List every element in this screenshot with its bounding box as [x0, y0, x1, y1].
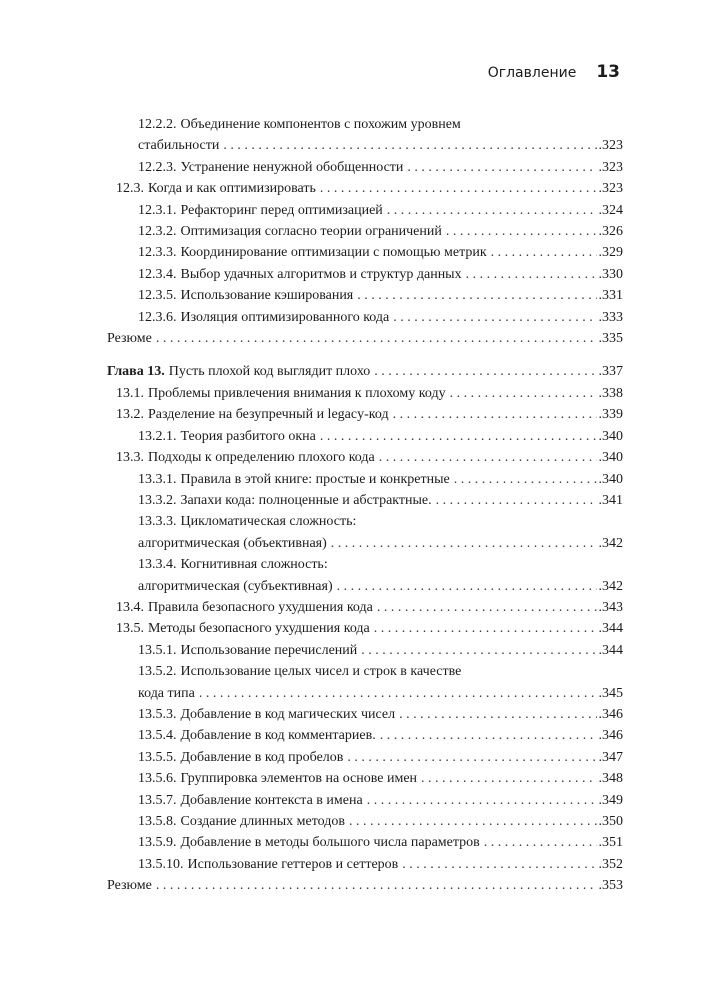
- toc-entry[interactable]: [107, 811, 623, 832]
- toc-entry-number: 12.3.: [116, 181, 144, 197]
- toc-entry[interactable]: [107, 854, 623, 875]
- toc-entry-page: .350: [598, 814, 623, 829]
- dot-leader: [347, 747, 596, 768]
- toc-entry-number: 13.3.: [116, 450, 144, 466]
- toc-entry-page: .340: [598, 471, 623, 487]
- toc-entry-title: Резюме: [107, 878, 152, 894]
- toc-entry-number: 13.3.3.: [138, 514, 177, 530]
- toc-entry-page: .326: [598, 224, 623, 240]
- dot-leader: [407, 157, 596, 178]
- toc-entry-title: Правила безопасного ухудшения кода: [148, 599, 373, 615]
- toc-entry-number: 12.2.2.: [138, 117, 177, 132]
- toc-entry-number: 13.5.10.: [138, 856, 184, 872]
- toc-entry-page: .347: [598, 749, 623, 765]
- dot-leader: [454, 469, 597, 490]
- toc-entry-page: .340: [598, 428, 623, 444]
- toc-entry-title: алгоритмическая (субъективная): [138, 578, 333, 594]
- toc-entry[interactable]: [107, 285, 623, 306]
- toc-entry-title: Добавление контекста в имена: [180, 792, 363, 808]
- toc-entry[interactable]: [107, 875, 623, 896]
- toc-entry-number: 12.3.6.: [138, 309, 177, 325]
- toc-entry[interactable]: [107, 447, 623, 468]
- toc-entry[interactable]: [107, 383, 623, 404]
- toc-entry-page: .341: [598, 492, 623, 508]
- toc-entry-page: .342: [598, 578, 623, 594]
- toc-entry-title: Подходы к определению плохого кода: [148, 450, 375, 466]
- dot-leader: [484, 832, 597, 853]
- toc-entry[interactable]: [107, 554, 623, 597]
- toc-entry-page: .351: [598, 835, 623, 851]
- toc-entry-title-line1: Когнитивная сложность:: [180, 557, 328, 573]
- toc-entry-number: 13.3.2.: [138, 492, 177, 508]
- toc-entry-number: 13.5.: [116, 621, 144, 637]
- toc-entry[interactable]: [107, 832, 623, 853]
- toc-entry-page: .352: [598, 856, 623, 872]
- toc-entry-page: .337: [598, 364, 623, 380]
- toc-entry[interactable]: [107, 221, 623, 242]
- dot-leader: [357, 285, 596, 306]
- dot-leader: [337, 576, 597, 597]
- toc-entry-page: .330: [598, 266, 623, 282]
- toc-entry-page: .324: [598, 202, 623, 218]
- toc-entry[interactable]: [107, 328, 623, 349]
- toc-entry-number: 13.5.2.: [138, 664, 177, 680]
- dot-leader: [156, 875, 597, 896]
- toc-entry[interactable]: [107, 157, 623, 178]
- toc-entry[interactable]: [107, 747, 623, 768]
- toc-entry[interactable]: [107, 490, 623, 511]
- dot-leader: [450, 383, 597, 404]
- toc-entry[interactable]: [107, 426, 623, 447]
- toc-entry-title: Добавление в код пробелов: [180, 749, 344, 765]
- toc-entry-number: 13.5.6.: [138, 771, 177, 787]
- dot-leader: [199, 683, 597, 704]
- toc-entry-title: Рефакторинг перед оптимизацией: [180, 202, 383, 218]
- toc-entry-page: .340: [598, 450, 623, 466]
- dot-leader: [367, 790, 597, 811]
- dot-leader: [466, 264, 597, 285]
- toc-entry-page: .329: [598, 245, 623, 261]
- dot-leader: [331, 533, 597, 554]
- dot-leader: [380, 725, 597, 746]
- toc-entry-title: Координирование оптимизации с помощью метрик: [180, 245, 487, 261]
- toc-entry-page: .345: [598, 685, 623, 701]
- toc-entry-number: 13.5.3.: [138, 706, 177, 722]
- toc-entry[interactable]: [107, 469, 623, 490]
- toc-entry[interactable]: [107, 704, 623, 725]
- toc-entry-title: Разделение на безупречный и legacy-код: [148, 407, 389, 423]
- toc-entry-page: .333: [598, 309, 623, 325]
- toc-entry-title: Когда и как оптимизировать: [148, 181, 316, 197]
- toc-entry-title: Запахи кода: полноценные и абстрактные.: [180, 492, 432, 508]
- dot-leader: [399, 704, 596, 725]
- toc-entry-page: .339: [598, 407, 623, 423]
- toc-entry[interactable]: [107, 661, 623, 704]
- toc-entry-page: .338: [598, 385, 623, 401]
- toc-entry-number: 12.3.2.: [138, 224, 177, 240]
- dot-leader: [223, 135, 596, 156]
- toc-entry-number: 13.5.9.: [138, 835, 177, 851]
- toc-entry-title: алгоритмическая (объективная): [138, 535, 327, 551]
- toc-entry-title: Создание длинных методов: [180, 814, 345, 829]
- toc-entry-title-line1: Использование целых чисел и строк в качестве: [180, 664, 462, 680]
- toc-entry-number: 12.2.3.: [138, 159, 177, 175]
- toc-entry[interactable]: [107, 307, 623, 328]
- toc-entry-number: 13.2.1.: [138, 428, 177, 444]
- toc-chapter-label: Глава 13.: [107, 364, 165, 380]
- toc-entry-number: 13.3.4.: [138, 557, 177, 573]
- toc-entry-number: 13.3.1.: [138, 471, 177, 487]
- toc-entry-title: Использование геттеров и сеттеров: [187, 856, 399, 872]
- dot-leader: [349, 811, 597, 832]
- toc-entry-title: Устранение ненужной обобщенности: [180, 159, 404, 175]
- toc-entry-page: .343: [598, 599, 623, 615]
- dot-leader: [379, 447, 597, 468]
- dot-leader: [446, 221, 597, 242]
- dot-leader: [320, 426, 597, 447]
- toc-entry-number: 13.5.7.: [138, 792, 177, 808]
- toc-entry-title: Использование кэширования: [180, 288, 354, 304]
- toc-entry[interactable]: [107, 640, 623, 661]
- toc-entry[interactable]: [107, 768, 623, 789]
- toc-entry-number: 13.1.: [116, 385, 144, 401]
- dot-leader: [374, 361, 596, 382]
- toc-entry-number: 12.3.1.: [138, 202, 177, 218]
- running-header-title: Оглавление: [487, 65, 577, 81]
- toc-entry-title: кода типа: [138, 685, 195, 701]
- dot-leader: [361, 640, 596, 661]
- dot-leader: [491, 242, 597, 263]
- page-number: 13: [596, 62, 620, 82]
- toc-entry-title: Проблемы привлечения внимания к плохому коду: [148, 385, 446, 401]
- toc-entry-number: 12.3.4.: [138, 266, 177, 282]
- running-header: [488, 62, 620, 82]
- dot-leader: [374, 618, 597, 639]
- dot-leader: [402, 854, 596, 875]
- toc-entry-page: .344: [598, 621, 623, 637]
- toc-entry[interactable]: [107, 404, 623, 425]
- toc-entry-title: Добавление в код комментариев.: [180, 728, 376, 744]
- toc-entry-number: 13.2.: [116, 407, 144, 423]
- toc-entry-title: стабильности: [138, 138, 220, 154]
- toc-entry-title-line1: Цикломатическая сложность:: [180, 514, 357, 530]
- dot-leader: [393, 307, 596, 328]
- dot-leader: [436, 490, 597, 511]
- toc-entry-title: Правила в этой книге: простые и конкретные: [180, 471, 450, 487]
- toc-entry-number: 12.3.3.: [138, 245, 177, 261]
- toc-entry-title: Добавление в методы большого числа параметров: [180, 835, 480, 851]
- dot-leader: [421, 768, 596, 789]
- toc-entry-page: .346: [598, 728, 623, 744]
- toc-entry[interactable]: [107, 178, 623, 199]
- dot-leader: [156, 328, 597, 349]
- dot-leader: [387, 200, 597, 221]
- toc-entry-number: 13.5.8.: [138, 814, 177, 829]
- toc-entry-title: Изоляция оптимизированного кода: [180, 309, 390, 325]
- toc-entry-page: .348: [598, 771, 623, 787]
- toc-entry-number: 13.5.5.: [138, 749, 177, 765]
- toc-entry[interactable]: [107, 790, 623, 811]
- toc-entry-title: Резюме: [107, 331, 152, 347]
- toc-entry[interactable]: [107, 242, 623, 263]
- toc-entry-page: .342: [598, 535, 623, 551]
- toc-entry[interactable]: [107, 618, 623, 639]
- table-of-contents: [107, 114, 623, 897]
- toc-entry[interactable]: [107, 264, 623, 285]
- toc-entry-title: Оптимизация согласно теории ограничений: [180, 224, 442, 240]
- toc-entry-number: 13.5.4.: [138, 728, 177, 744]
- toc-entry-page: .323: [598, 159, 623, 175]
- toc-entry-page: .346: [598, 706, 623, 722]
- toc-entry-page: .323: [598, 138, 623, 154]
- toc-entry-page: .335: [598, 331, 623, 347]
- toc-entry-title: Использование перечислений: [180, 642, 358, 658]
- toc-entry-title: Пусть плохой код выглядит плохо: [168, 364, 371, 380]
- dot-leader: [320, 178, 597, 199]
- toc-entry-title: Группировка элементов на основе имен: [180, 771, 418, 787]
- toc-entry-page: .331: [598, 288, 623, 304]
- toc-entry[interactable]: [107, 511, 623, 554]
- dot-leader: [377, 597, 597, 618]
- toc-entry-number: 13.5.1.: [138, 642, 177, 658]
- toc-entry-title: Выбор удачных алгоритмов и структур данных: [180, 266, 462, 282]
- toc-entry-page: .344: [598, 642, 623, 658]
- toc-entry-page: .323: [598, 181, 623, 197]
- toc-entry-page: .353: [598, 878, 623, 894]
- toc-entry-number: 13.4.: [116, 599, 144, 615]
- toc-entry-title-line1: Объединение компонентов с похожим уровнем: [180, 117, 461, 132]
- toc-entry[interactable]: [107, 597, 623, 618]
- toc-entry[interactable]: [107, 114, 623, 157]
- toc-entry-title: Теория разбитого окна: [180, 428, 316, 444]
- toc-entry-title: Методы безопасного ухудшения кода: [148, 621, 370, 637]
- toc-entry-title: Добавление в код магических чисел: [180, 706, 396, 722]
- toc-entry-page: .349: [598, 792, 623, 808]
- toc-chapter-entry[interactable]: [107, 361, 623, 382]
- dot-leader: [393, 404, 597, 425]
- toc-entry[interactable]: [107, 725, 623, 746]
- toc-entry-number: 12.3.5.: [138, 288, 177, 304]
- toc-entry[interactable]: [107, 200, 623, 221]
